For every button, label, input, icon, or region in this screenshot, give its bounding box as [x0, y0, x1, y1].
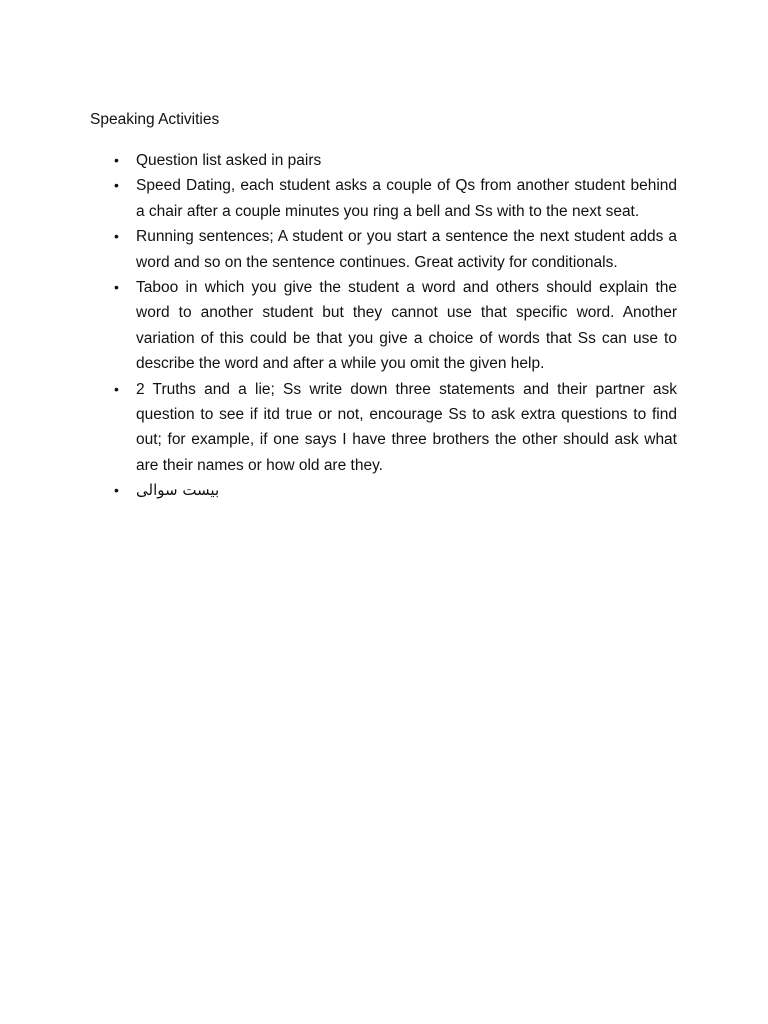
- bullet-icon: •: [114, 152, 119, 168]
- bullet-icon: •: [114, 482, 119, 499]
- list-item-text: 2 Truths and a lie; Ss write down three statements and their partner ask question to see if itd true or not, encourage Ss to ask extra questions to find out; for example, if one says I have three brothers the other should ask what are their names or how old are they.: [136, 380, 677, 474]
- bullet-icon: •: [114, 380, 119, 397]
- list-item: [114, 478, 677, 503]
- list-item-text-persian: بیست سوالی: [136, 481, 220, 500]
- list-item: [114, 173, 677, 224]
- document-heading: Speaking Activities: [90, 111, 220, 128]
- bullet-icon: •: [114, 228, 119, 245]
- bullet-icon: •: [114, 279, 119, 296]
- list-item-text: Speed Dating, each student asks a couple of Qs from another student behind a chair after a couple minutes you ring a bell and Ss with to the next seat.: [136, 177, 677, 220]
- list-item: [114, 377, 677, 479]
- list-item: [114, 148, 677, 173]
- list-item: [114, 224, 677, 275]
- list-item: [114, 275, 677, 377]
- list-item-text: Question list asked in pairs: [136, 152, 322, 169]
- list-item-text: Running sentences; A student or you start a sentence the next student adds a word and so on the sentence continues. Great activity for conditionals.: [136, 228, 677, 271]
- activities-list: [114, 148, 677, 504]
- list-item-text: Taboo in which you give the student a word and others should explain the word to another student but they cannot use that specific word. Another variation of this could be that you give a choice of words that Ss can use to describe the word and after a while you omit the given help.: [136, 279, 677, 373]
- bullet-icon: •: [114, 177, 119, 194]
